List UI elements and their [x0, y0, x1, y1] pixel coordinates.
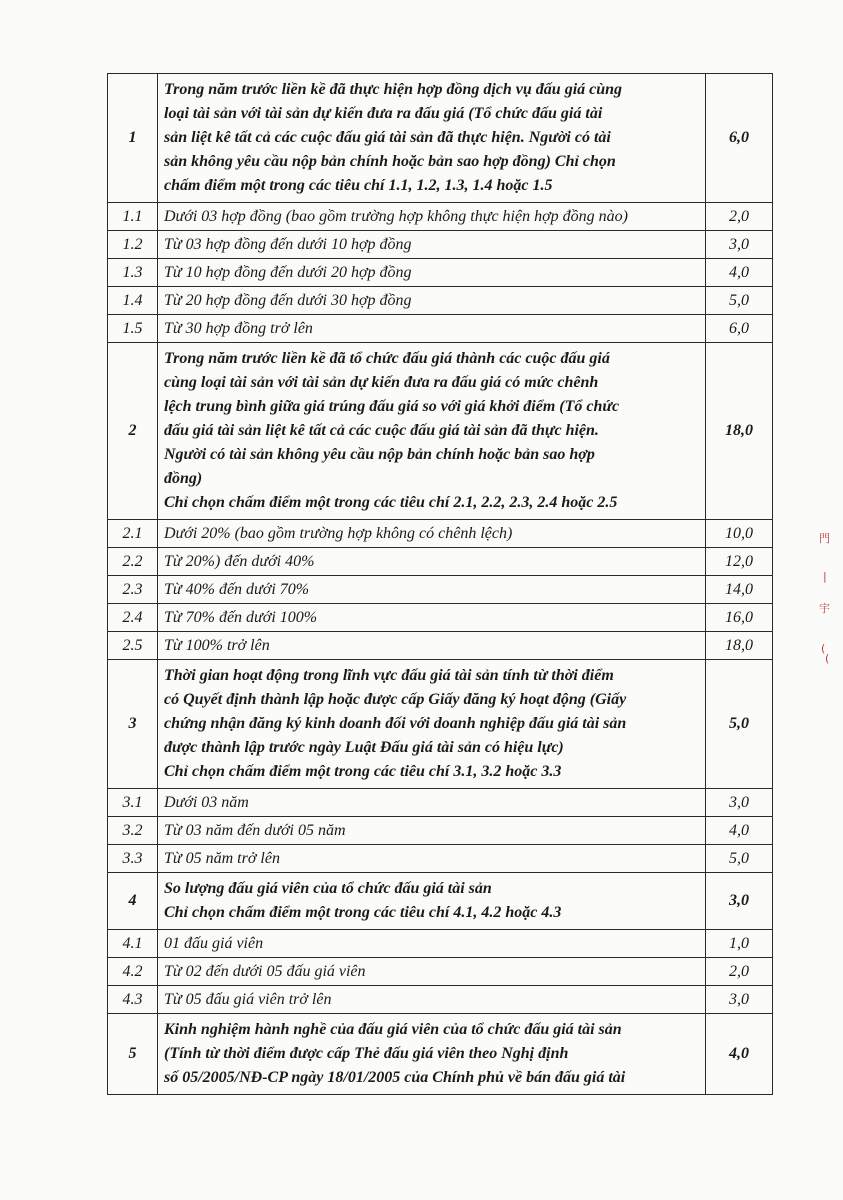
- description-line: chứng nhận đăng ký kinh doanh đối với doanh nghiệp đấu giá tài sản: [164, 715, 627, 732]
- description-line: Chỉ chọn chấm điểm một trong các tiêu chí 4.1, 4.2 hoặc 4.3: [164, 904, 562, 921]
- criterion-number: 1.4: [108, 287, 158, 315]
- criterion-score: 18,0: [706, 343, 773, 520]
- criterion-score: 2,0: [706, 958, 773, 986]
- criterion-number: 2.2: [108, 548, 158, 576]
- sub-criterion-row: [108, 259, 773, 287]
- criterion-number: 2: [108, 343, 158, 520]
- criterion-description: [158, 604, 706, 632]
- description-line: cùng loại tài sản với tài sản dự kiến đưa ra đấu giá có mức chênh: [164, 374, 599, 391]
- criterion-row: [108, 873, 773, 930]
- description-line: Chỉ chọn chấm điểm một trong các tiêu chí 3.1, 3.2 hoặc 3.3: [164, 763, 562, 780]
- sub-criterion-row: [108, 287, 773, 315]
- criterion-description: [158, 259, 706, 287]
- criterion-score: 3,0: [706, 986, 773, 1014]
- criterion-score: 4,0: [706, 1014, 773, 1095]
- criterion-score: 14,0: [706, 576, 773, 604]
- criterion-description: [158, 632, 706, 660]
- sub-criterion-row: [108, 315, 773, 343]
- stamp-mark: 宇: [819, 602, 830, 615]
- criterion-number: 4.2: [108, 958, 158, 986]
- description-line: Dưới 20% (bao gồm trường hợp không có chênh lệch): [164, 524, 513, 542]
- criterion-description: [158, 986, 706, 1014]
- sub-criterion-row: [108, 789, 773, 817]
- criterion-description: [158, 231, 706, 259]
- criterion-number: 1.3: [108, 259, 158, 287]
- criterion-row: [108, 660, 773, 789]
- criterion-description: [158, 660, 706, 789]
- scoring-criteria-table: [107, 73, 773, 1095]
- stamp-mark: (: [825, 652, 830, 665]
- criterion-number: 2.4: [108, 604, 158, 632]
- stamp-mark: (: [821, 642, 826, 655]
- description-line: Từ 20 hợp đồng đến dưới 30 hợp đồng: [164, 291, 412, 309]
- sub-criterion-row: [108, 548, 773, 576]
- description-line: Từ 70% đến dưới 100%: [164, 608, 318, 626]
- criterion-number: 3.3: [108, 845, 158, 873]
- description-line: Từ 20%) đến dưới 40%: [164, 552, 315, 570]
- criteria-table-body: [108, 74, 773, 1095]
- criterion-number: 1.1: [108, 203, 158, 231]
- criterion-score: 6,0: [706, 74, 773, 203]
- criterion-score: 4,0: [706, 817, 773, 845]
- criterion-score: 18,0: [706, 632, 773, 660]
- criterion-score: 16,0: [706, 604, 773, 632]
- description-line: Từ 05 đấu giá viên trở lên: [164, 990, 332, 1008]
- criterion-score: 10,0: [706, 520, 773, 548]
- criterion-description: [158, 576, 706, 604]
- stamp-mark: |: [823, 570, 827, 583]
- criterion-description: [158, 203, 706, 231]
- criterion-number: 3.1: [108, 789, 158, 817]
- description-line: Từ 02 đến dưới 05 đấu giá viên: [164, 962, 366, 980]
- criterion-number: 4: [108, 873, 158, 930]
- sub-criterion-row: [108, 845, 773, 873]
- description-line: Từ 05 năm trở lên: [164, 849, 280, 867]
- criterion-description: [158, 74, 706, 203]
- criterion-description: [158, 873, 706, 930]
- criterion-description: [158, 548, 706, 576]
- criterion-score: 3,0: [706, 789, 773, 817]
- description-line: đấu giá tài sản liệt kê tất cả các cuộc đấu giá tài sản đã thực hiện.: [164, 422, 599, 439]
- criterion-description: [158, 845, 706, 873]
- criterion-description: [158, 287, 706, 315]
- criterion-score: 5,0: [706, 845, 773, 873]
- description-line: Trong năm trước liền kề đã thực hiện hợp đồng dịch vụ đấu giá cùng: [164, 81, 623, 98]
- description-line: có Quyết định thành lập hoặc được cấp Giấy đăng ký hoạt động (Giấy: [164, 691, 627, 708]
- criterion-number: 4.3: [108, 986, 158, 1014]
- sub-criterion-row: [108, 604, 773, 632]
- stamp-mark: 門: [819, 532, 830, 545]
- description-line: Dưới 03 hợp đồng (bao gồm trường hợp không thực hiện hợp đồng nào): [164, 207, 628, 225]
- description-line: Từ 10 hợp đồng đến dưới 20 hợp đồng: [164, 263, 412, 281]
- criterion-score: 2,0: [706, 203, 773, 231]
- criterion-row: [108, 74, 773, 203]
- sub-criterion-row: [108, 203, 773, 231]
- description-line: chấm điểm một trong các tiêu chí 1.1, 1.2, 1.3, 1.4 hoặc 1.5: [164, 177, 553, 194]
- description-line: số 05/2005/NĐ-CP ngày 18/01/2005 của Chính phủ về bán đấu giá tài: [164, 1069, 626, 1086]
- criterion-number: 1.5: [108, 315, 158, 343]
- sub-criterion-row: [108, 930, 773, 958]
- description-line: Người có tài sản không yêu cầu nộp bản chính hoặc bản sao hợp: [164, 446, 595, 463]
- criterion-description: [158, 520, 706, 548]
- description-line: sản không yêu cầu nộp bản chính hoặc bản sao hợp đồng) Chỉ chọn: [164, 153, 616, 170]
- criterion-score: 3,0: [706, 873, 773, 930]
- criterion-score: 1,0: [706, 930, 773, 958]
- description-line: lệch trung bình giữa giá trúng đấu giá so với giá khởi điểm (Tổ chức: [164, 398, 620, 415]
- description-line: Kinh nghiệm hành nghề của đấu giá viên của tổ chức đấu giá tài sản: [164, 1021, 622, 1038]
- description-line: Từ 03 năm đến dưới 05 năm: [164, 821, 346, 839]
- criterion-number: 2.5: [108, 632, 158, 660]
- criterion-number: 2.1: [108, 520, 158, 548]
- criterion-description: [158, 789, 706, 817]
- sub-criterion-row: [108, 231, 773, 259]
- criterion-row: [108, 343, 773, 520]
- criterion-number: 2.3: [108, 576, 158, 604]
- description-line: Từ 100% trở lên: [164, 636, 270, 654]
- description-line: Từ 30 hợp đồng trở lên: [164, 319, 313, 337]
- criterion-description: [158, 958, 706, 986]
- criterion-score: 6,0: [706, 315, 773, 343]
- description-line: Từ 40% đến dưới 70%: [164, 580, 310, 598]
- description-line: Thời gian hoạt động trong lĩnh vực đấu giá tài sản tính từ thời điểm: [164, 667, 614, 684]
- description-line: Trong năm trước liền kề đã tổ chức đấu giá thành các cuộc đấu giá: [164, 350, 610, 367]
- criterion-number: 5: [108, 1014, 158, 1095]
- description-line: Chỉ chọn chấm điểm một trong các tiêu chí 2.1, 2.2, 2.3, 2.4 hoặc 2.5: [164, 494, 618, 511]
- criterion-number: 1: [108, 74, 158, 203]
- criterion-score: 3,0: [706, 231, 773, 259]
- sub-criterion-row: [108, 986, 773, 1014]
- criterion-number: 4.1: [108, 930, 158, 958]
- criterion-number: 3: [108, 660, 158, 789]
- description-line: 01 đấu giá viên: [164, 934, 264, 952]
- description-line: Dưới 03 năm: [164, 793, 249, 811]
- red-stamp-fragment: [815, 530, 837, 680]
- sub-criterion-row: [108, 817, 773, 845]
- criterion-description: [158, 817, 706, 845]
- description-line: sản liệt kê tất cả các cuộc đấu giá tài sản đã thực hiện. Người có tài: [164, 129, 611, 146]
- criterion-score: 5,0: [706, 287, 773, 315]
- sub-criterion-row: [108, 958, 773, 986]
- description-line: được thành lập trước ngày Luật Đấu giá tài sản có hiệu lực): [164, 739, 564, 756]
- criterion-description: [158, 1014, 706, 1095]
- criterion-score: 5,0: [706, 660, 773, 789]
- criterion-description: [158, 930, 706, 958]
- sub-criterion-row: [108, 576, 773, 604]
- criterion-number: 1.2: [108, 231, 158, 259]
- description-line: đồng): [164, 470, 203, 487]
- criterion-score: 4,0: [706, 259, 773, 287]
- criterion-description: [158, 315, 706, 343]
- description-line: loại tài sản với tài sản dự kiến đưa ra đấu giá (Tổ chức đấu giá tài: [164, 105, 603, 122]
- criterion-description: [158, 343, 706, 520]
- criterion-row: [108, 1014, 773, 1095]
- criterion-score: 12,0: [706, 548, 773, 576]
- description-line: Từ 03 hợp đồng đến dưới 10 hợp đồng: [164, 235, 412, 253]
- description-line: (Tính từ thời điểm được cấp Thẻ đấu giá viên theo Nghị định: [164, 1045, 569, 1062]
- sub-criterion-row: [108, 632, 773, 660]
- sub-criterion-row: [108, 520, 773, 548]
- criterion-number: 3.2: [108, 817, 158, 845]
- description-line: So lượng đấu giá viên của tổ chức đấu giá tài sản: [164, 880, 492, 897]
